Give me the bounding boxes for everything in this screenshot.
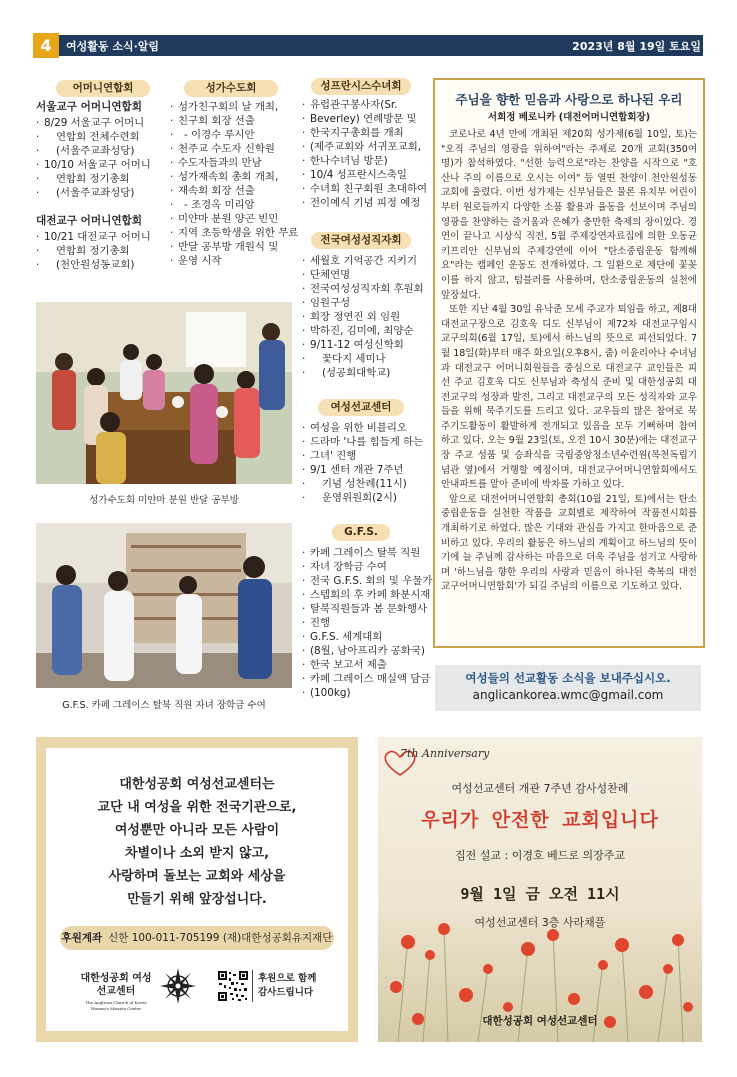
list-item: · G.F.S. 세계대회 xyxy=(302,630,436,644)
list-item-cont: · (제주교회와 서귀포교회, xyxy=(302,140,430,154)
list-item-cont: · 스텝회의 후 카페 화분시재 xyxy=(302,588,436,602)
list-item-cont: · 재속회 회장 선출 xyxy=(170,184,300,198)
col-franciscan xyxy=(302,98,430,210)
mission-line: 만들기 위해 앞장섭니다. xyxy=(127,892,267,907)
list-item-cont: · 수도자들과의 만남 xyxy=(170,156,300,170)
list-item-cont: · 한나수녀님 방문) xyxy=(302,154,430,168)
list-item-cont: · 꽃다지 세미나 xyxy=(302,352,430,366)
col-mission-center xyxy=(302,421,430,505)
list-item: · 10/10 서울교구 어머니 xyxy=(36,158,166,172)
list-item-cont: · 드라마 '나를 힘들게 하는 xyxy=(302,435,430,449)
issue-date: 2023년 8월 19일 토요일 xyxy=(572,40,701,53)
pill-franciscan: 성프란시스수녀회 xyxy=(311,78,411,95)
pill-mission-center: 여성선교센터 xyxy=(318,399,404,416)
section-title: 여성활동 소식·알림 xyxy=(66,40,160,53)
list-item-cont: · (서울주교좌성당) xyxy=(36,186,166,200)
list-item-cont: · 임원구성 xyxy=(302,296,430,310)
list-item-cont: · 연합회 정기총회 xyxy=(36,244,166,258)
poster-place: 여성선교센터 3층 사라채플 xyxy=(474,916,606,929)
mission-line: 대한성공회 여성선교센터는 xyxy=(119,777,275,792)
compass-rose-icon xyxy=(160,968,196,1008)
list-item-cont: · 전이예식 기념 피정 예정 xyxy=(302,196,430,210)
photo-myanmar-classroom xyxy=(36,302,292,484)
list-item: · 세월호 기억공간 지키기 xyxy=(302,254,430,268)
list-item-cont: · - 이경수 루시안 xyxy=(170,128,300,142)
group-title: 서울교구 어머니연합회 xyxy=(36,101,143,113)
mission-line: 여성뿐만 아니라 모든 사람이 xyxy=(114,823,280,838)
list-item-cont: · 친구회 회장 선출 xyxy=(170,114,300,128)
article-paragraph: 코로나로 4년 만에 개최된 제20회 성가제(6월 10일, 토)는 "오직 주님의 영광을 위하여"라는 주제로 20개 교회(350여명)가 참석하였다. "선한 능력으로"라는 찬양을 시작으로 "호산나 주의 이름으로 오시는 이여" 등 열띤 찬양이 천안원성동교회에 울렸다. 이번 성가제는 신부님들은 물론 유치부 어린이부터 원로들까지 다양한 소품 활용과 율동을 선보이며 주님의 영광을 찬양하는 즐거움과 은혜가 충만한 축제의 장이었다. 경연이 끝나고 시상식 직전, 5월 주제강연자료집에 의한 오동균 키프리안 신부님의 주제강연에 이어 "탄소중립운동 함께해요"라는 캠페인 운동도 전개하였다. 그 일환으로 제단에 꽃꽂이를 하지 않고, 텀블러를 사용하며, 탄소중립운동의 실천에 앞장섰다. xyxy=(441,129,697,301)
list-item-cont: · (성공회대학교) xyxy=(302,366,430,380)
list-item: · 10/21 대전교구 어머니 xyxy=(36,230,166,244)
col-sister-order xyxy=(170,100,300,268)
pill-mothers-union: 어머니연합회 xyxy=(56,80,150,97)
article-body xyxy=(441,128,697,595)
col-women-clergy xyxy=(302,254,430,380)
poster-headline: 우리가 안전한 교회입니다 xyxy=(421,809,659,831)
list-item-cont: · 연합회 정기총회 xyxy=(36,172,166,186)
list-item: · 전국여성성직자회 후원회 xyxy=(302,282,430,296)
list-item-cont: · Beverley) 연례방문 및 xyxy=(302,112,430,126)
list-item-cont: · 진행 xyxy=(302,616,436,630)
donation-account xyxy=(60,926,334,950)
list-item: · 10/4 성프란시스축일 xyxy=(302,168,430,182)
col-gfs xyxy=(302,546,436,700)
donation-account-label: 후원계좌 xyxy=(61,932,103,944)
list-item-cont: · 자녀 장학금 수여 xyxy=(302,560,436,574)
list-item-cont: · 운영위원회(2시) xyxy=(302,491,430,505)
logo-divider xyxy=(252,970,253,1002)
list-item: · 전국 G.F.S. 회의 및 우물가 xyxy=(302,574,436,588)
group-title: 대전교구 어머니연합회 xyxy=(36,215,143,227)
pill-gfs: G.F.S. xyxy=(332,524,390,541)
list-item: · 여성을 위한 비블리오 xyxy=(302,421,430,435)
list-item-cont: · (서울주교좌성당) xyxy=(36,144,166,158)
list-item-cont: · 연합회 전체수련회 xyxy=(36,130,166,144)
submission-text: 여성들의 선교활동 소식을 보내주십시오. xyxy=(465,671,671,685)
mission-statement xyxy=(46,773,348,911)
thanks-text: 후원으로 함께 감사드립니다 xyxy=(258,973,317,998)
mission-line: 차별이나 소외 받지 않고, xyxy=(124,846,270,861)
list-item: · 유럽관구봉사자(Sr. xyxy=(302,98,430,112)
poster-org: 대한성공회 여성선교센터 xyxy=(482,1015,598,1027)
poster-anniv-num: 7th xyxy=(400,747,419,760)
photo-caption-1: 성가수도회 미얀마 분원 반달 공부방 xyxy=(89,495,239,506)
submission-email[interactable]: anglicankorea.wmc@gmail.com xyxy=(472,688,664,702)
list-item-cont: · 기념 성찬례(11시) xyxy=(302,477,430,491)
list-item-cont: · - 조경옥 미리암 xyxy=(170,198,300,212)
list-item-cont: · 운영 시작 xyxy=(170,254,300,268)
list-item-cont: · 한국 보고서 제출 xyxy=(302,658,436,672)
list-item: · 9/1 센터 개관 7주년 xyxy=(302,463,430,477)
list-item-cont: · 단체연명 xyxy=(302,268,430,282)
list-item-cont: · 한국지구총회를 개최 xyxy=(302,126,430,140)
list-item: · 성가재속회 총회 개최, xyxy=(170,170,300,184)
poster-celebrant: 집전 설교 : 이경호 베드로 의장주교 xyxy=(455,849,625,862)
article-byline: 서희정 베로니카 (대전어머니연합회장) xyxy=(487,112,651,123)
donation-account-value: 신한 100-011-705199 (재)대한성공회유지재단 xyxy=(108,932,333,944)
list-item: · 카페 그레이스 매실액 담금 xyxy=(302,672,436,686)
page-number: 4 xyxy=(33,33,59,58)
list-item-cont: · 박하진, 김미예, 최양순 xyxy=(302,324,430,338)
poster-subtitle: 여성선교센터 개관 7주년 감사성찬례 xyxy=(451,782,629,795)
photo-caption-2: G.F.S. 카페 그레이스 탈북 직원 자녀 장학금 수여 xyxy=(62,700,266,711)
anniversary-poster xyxy=(378,737,702,1042)
list-item-cont: · 지역 초등학생을 위한 무료 xyxy=(170,226,300,240)
list-item: · 성가친구회의 날 개최, xyxy=(170,100,300,114)
article-paragraph: 앞으로 대전어머니연합회 총회(10월 21일, 토)에서는 탄소중립운동을 실천한 작품을 교회별로 제작하여 작품전시회를 개최하기로 하였다. 많은 기대와 관심을 가지고 한마음으로 준비하고 있다. 우리의 활동은 하느님의 계획이고 하느님의 뜻이기에 늘 주님께 감사하는 마음으로 더욱 주님을 섬기고 사랑하며 '하느님을 향한 우리의 사랑과 믿음이 하나된 축복의 대전교구어머니연합회'가 되길 주님의 이름으로 기도하고 있다. xyxy=(441,493,697,593)
list-item-cont: · (8월, 남아프리카 공화국) xyxy=(302,644,436,658)
article-paragraph: 또한 지난 4월 30일 유낙준 모세 주교가 퇴임을 하고, 제8대 대전교구장으로 김호욱 디도 신부님이 제72차 대전교구임시교구의회(6월 17일, 토)에서 하느님의 뜻으로 피선되었다. 7월 18일(화)부터 매주 화요일(오후8시, 줌) 이윤리아나 수녀님과 대전교구 어머니회원들을 중심으로 대전교구 교인들은 피선 주교 김호욱 디도 신부님과 축성식 준비 및 대한성공회 대전교구의 성장과 발전, 그리고 대전교구의 모든 성직자와 교우들을 위해 묵주기도를 드리고 있다. 교우들의 많은 참여로 묵주기도활동이 활발하게 전개되고 있음을 모두 기뻐하며 참여하고 있다. 오는 9월 23일(토, 오전 10시 30분)에는 대전교구장 주교 성품 및 승좌식을 국립중앙청소년수련원(목천독립기념관 옆)에서 거행할 예정이며, 대전교구어머니연합회에서도 안내파트를 맡아 준비에 박차를 가하고 있다. xyxy=(441,304,697,491)
list-item-cont: · (100kg) xyxy=(302,686,436,700)
mission-line: 교단 내 여성을 위한 전국기관으로, xyxy=(97,800,297,815)
pill-sister-order: 성가수도회 xyxy=(184,80,278,97)
col-mothers-union xyxy=(36,100,166,272)
poster-anniv-word: Anniversary xyxy=(422,747,490,760)
list-item: · 9/11-12 여성신학회 xyxy=(302,338,430,352)
list-item: · 카페 그레이스 탈북 직원 xyxy=(302,546,436,560)
pill-women-clergy: 전국여성성직자회 xyxy=(311,232,411,249)
qr-code-icon[interactable] xyxy=(217,970,249,1006)
list-item-cont: · 그녀' 진행 xyxy=(302,449,430,463)
list-item: · 미얀마 분원 양곤 빈민 xyxy=(170,212,300,226)
list-item-cont: · 회장 정연진 외 임원 xyxy=(302,310,430,324)
center-logo-sub: The Anglican Church of Korea Women's Mission Center xyxy=(85,1000,147,1011)
list-item: · 천주교 수도자 신학원 xyxy=(170,142,300,156)
poster-datetime: 9월 1일 금 오전 11시 xyxy=(460,885,620,903)
mission-line: 사랑하며 돌보는 교회와 세상을 xyxy=(108,869,286,884)
article-title: 주님을 향한 믿음과 사랑으로 하나된 우리 xyxy=(455,92,683,107)
poster-anniversary-mark xyxy=(400,747,489,760)
list-item: · 8/29 서울교구 어머니 xyxy=(36,116,166,130)
list-item-cont: · (천안원성동교회) xyxy=(36,258,166,272)
list-item-cont: · 반달 공부방 개원식 및 xyxy=(170,240,300,254)
center-logo-text: 대한성공회 여성선교센터 The Anglican Church of Korea Women's Mission Center xyxy=(76,972,156,1012)
list-item: · 탈북직원들과 봄 문화행사 xyxy=(302,602,436,616)
photo-cafe-grace xyxy=(36,523,292,688)
list-item-cont: · 수녀회 친구회원 초대하여 xyxy=(302,182,430,196)
